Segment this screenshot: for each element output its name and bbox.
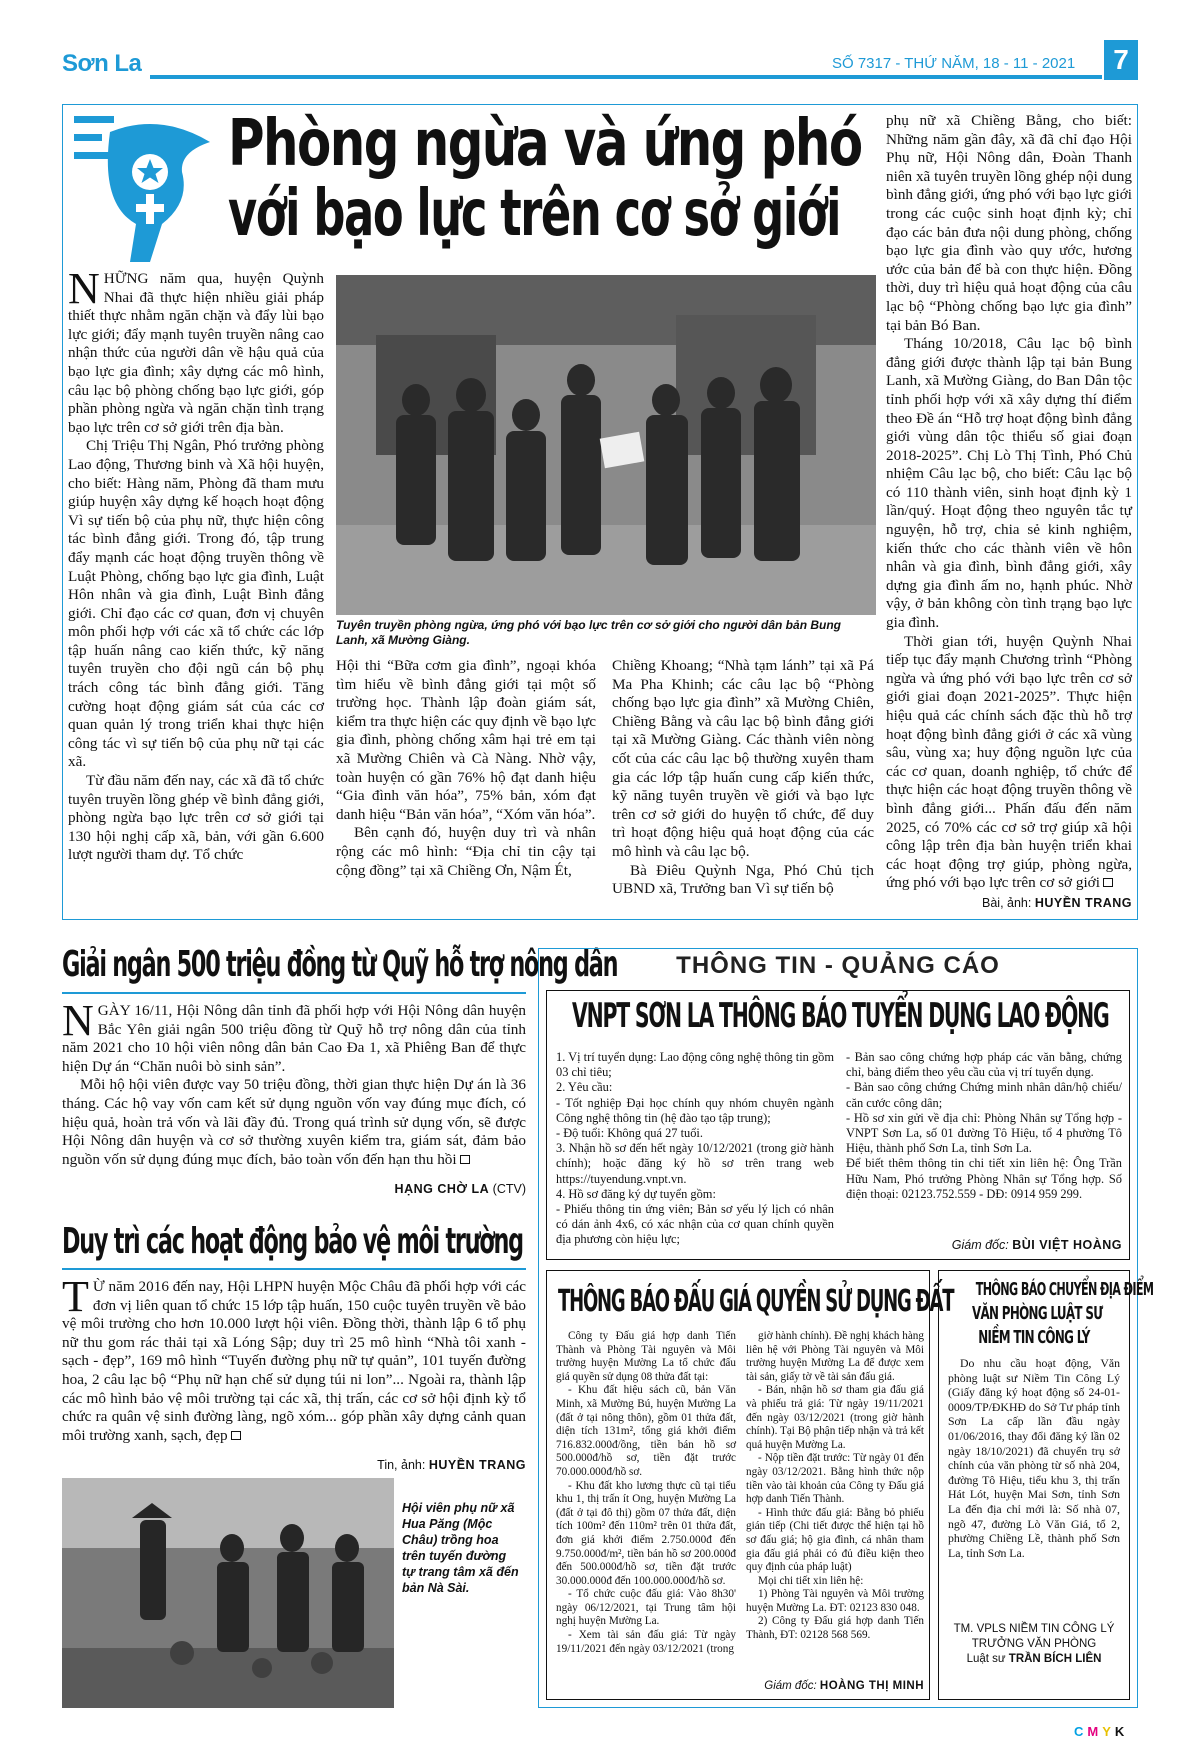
article2-title-rule — [62, 992, 526, 994]
article3-title-rule — [62, 1268, 526, 1270]
article2-body: NGÀY 16/11, Hội Nông dân tỉnh đã phối hợp với Hội Nông dân huyện Bắc Yên giải ngân 500 triệu đồng từ Quỹ hỗ trợ nông dân của tỉnh năm 2021 cho 10 hội viên nông dân bản Cao Đa 1, xã Phiêng Ban để thực hiện Dự án “Chăn nuôi bò sinh sản”. Mỗi hộ hội viên được vay 50 triệu đồng, thời gian thực hiện Dự án là 36 tháng. Các hộ vay vốn cam kết sử dụng nguồn vốn vay đúng mục đích, có hiệu quả, hoàn trả vốn và lãi đầy đủ. Trong quá trình sử dụng vốn, sẽ được Hội Nông dân huyện và cơ sở thường xuyên kiểm tra, giám sát, đảm bảo nguồn vốn sử dụng đúng mục đích, bảo toàn vốn đến hạn thu hồi — [62, 996, 526, 1168]
main-article-col2: Hội thi “Bữa cơm gia đình”, ngoại khóa tìm hiểu về bình đẳng giới tại một số trường học. Thành lập đoàn giám sát, kiểm tra thực hiện các quy định về bạo lực gia đình, phòng chống xâm hại trẻ em tại xã Mường Chiên và Cà Nàng. Nhờ vậy, toàn huyện có gần 76% hộ đạt danh hiệu “Gia đình văn hóa”, 75% bản, xóm đạt danh hiệu “Bản văn hóa”, “Xóm văn hóa”. Bên cạnh đó, huyện duy trì và nhân rộng các mô hình: “Địa chỉ tin cậy tại cộng đồng” tại xã Chiềng Ơn, Nậm Ét, — [336, 657, 596, 879]
main-article-title-line2: với bạo lực trên cơ sở giới — [228, 177, 841, 251]
vnpt-ad-left: 1. Vị trí tuyển dụng: Lao động công nghệ thông tin gồm 03 chỉ tiêu; 2. Yêu cầu: - Tốt nghiệp Đại học chính quy nhóm chuyên ngành Công nghệ thông tin (hệ đào tạo tập trung); - Độ tuổi: Không quá 27 tuổi. 3. Nhận hồ sơ đến hết ngày 10/12/2021 (trong giờ hành chính); hoặc đăng ký hồ sơ trên trang web https://tuyendung.vnpt.vn. 4. Hồ sơ đăng ký dự tuyển gồm: - Phiếu thông tin ứng viên; Bản sơ yếu lý lịch có nhân có dán ảnh 4x6, có xác nhận của cơ quan chính quyền địa phương còn hiệu lực; — [556, 1050, 834, 1247]
auction-ad-title: THÔNG BÁO ĐẤU GIÁ QUYỀN SỬ DỤNG ĐẤT — [558, 1284, 954, 1319]
vnpt-ad-signer: Giám đốc: BÙI VIỆT HOÀNG — [951, 1238, 1122, 1252]
main-article-col1: NHỮNG năm qua, huyện Quỳnh Nhai đã thực hiện nhiều giải pháp thiết thực nhằm ngăn chặn và đẩy lùi bạo lực giới; đẩy mạnh tuyên truyền nâng cao nhận thức của người dân về hậu quả của bạo lực gia đình; xây dựng các mô hình, câu lạc bộ phòng chống bạo lực giới, góp phần phòng ngừa và ngăn chặn tình trạng bạo lực trên cơ sở giới trên địa bàn. Chị Triệu Thị Ngân, Phó trưởng phòng Lao động, Thương binh và Xã hội huyện, cho biết: Hàng năm, Phòng đã tham mưu giúp huyện xây dựng kế hoạch hoạt động Vì sự tiến bộ của phụ nữ, thực hiện công tác bình đẳng giới. Trong đó, tập trung đẩy mạnh các hoạt động truyền thông về Luật Phòng, chống bạo lực gia đình, Luật Hôn nhân và gia đình, Luật Bình đẳng giới. Chỉ đạo các cơ quan, đơn vị chuyên môn phối hợp với các xã tổ chức các lớp tập huấn nâng cao kiến thức, kỹ năng tuyên truyền cho đội ngũ cán bộ phụ trách công tác bình đẳng giới. Tăng cường hoạt động giám sát của các cơ quan quản lý trong triển khai thực hiện công tác vì sự tiến bộ của phụ nữ tại các xã. Từ đầu năm đến nay, các xã đã tổ chức tuyên truyền lồng ghép về bình đẳng giới, phòng ngừa bạo lực trên cơ sở giới tại 130 hội nghị cấp xã, bản, với gần 6.600 lượt người tham dự. Tổ chức — [68, 264, 324, 864]
gender-equality-logo-icon — [70, 112, 220, 262]
lawfirm-ad-title: THÔNG BÁO CHUYỂN ĐỊA ĐIỂM VĂN PHÒNG LUẬT SƯ NIỀM TIN CÔNG LÝ — [971, 1279, 1154, 1348]
header-rule — [150, 75, 1102, 79]
issue-info: SỐ 7317 - THỨ NĂM, 18 - 11 - 2021 — [832, 55, 1076, 72]
article3-photo-caption: Hội viên phụ nữ xã Hua Păng (Mộc Châu) trồng hoa trên tuyến đường tự trang tâm xã đến bản Nà Sài. — [402, 1501, 519, 1595]
article2-byline: HẠNG CHỜ LA (CTV) — [394, 1182, 526, 1196]
vnpt-ad-right: - Bản sao công chứng hợp pháp các văn bằng, chứng chỉ, bảng điểm theo yêu cầu của vị trí tuyển dụng. - Bản sao công chứng Chứng minh nhân dân/hộ chiếu/ căn cước công dân; - Hồ sơ xin gửi về địa chỉ: Phòng Nhân sự Tổng hợp - VNPT Sơn La, số 01 đường Tô Hiệu, tổ 4 phường Tô Hiệu, thành phố Sơn La, tỉnh Sơn La. Để biết thêm thông tin chi tiết xin liên hệ: Ông Trần Hữu Nam, Phó trưởng Phòng Nhân sự Tổng hợp. Số điện thoại: 02123.752.559 - DĐ: 0914 959 299. — [846, 1050, 1122, 1201]
article3-byline: Tin, ảnh: HUYỀN TRANG — [377, 1458, 526, 1472]
auction-ad-signer: Giám đốc: HOÀNG THỊ MINH — [764, 1680, 924, 1692]
main-article-title-line1: Phòng ngừa và ứng phó — [228, 107, 862, 181]
cmyk-marker: CMYK — [1074, 1724, 1129, 1739]
auction-ad-right: giờ hành chính). Đề nghị khách hàng liên hệ với Phòng Tài nguyên và Môi trường huyện Mường La để được xem tài sản, giấy tờ về tài sản đấu giá. - Bán, nhận hồ sơ tham gia đấu giá và phiếu trả giá: Từ ngày 19/11/2021 đến ngày 03/12/2021 (trong giờ hành chính). Tại Bộ phận tiếp nhận và trả kết quả huyện Mường La. - Nộp tiền đặt trước: Từ ngày 01 đến ngày 03/12/2021. Bằng hình thức nộp tiền vào tài khoản của Công ty Đấu giá hợp danh Tiến Thành. - Hình thức đấu giá: Bằng bỏ phiếu gián tiếp (Chi tiết được thể hiện tại hồ sơ đấu giá; hộ gia đình, cá nhân tham gia đấu giá phải có đủ điều kiện theo quy định của pháp luật) Mọi chi tiết xin liên hệ: 1) Phòng Tài nguyên và Môi trường huyện Mường La. ĐT: 02123 830 048. 2) Công ty Đấu giá hợp danh Tiến Thành, ĐT: 02128 568 569. — [746, 1330, 924, 1642]
article3-body: T Ừ năm 2016 đến nay, Hội LHPN huyện Mộc Châu đã phối hợp với các đơn vị liên quan tổ chức 15 lớp tập huấn, 150 cuộc tuyên truyền về bảo vệ môi trường cho hơn 10.000 lượt hội viên. Đồng thời, thành lập 6 tổ phụ nữ thu gom rác thải tại xã Lóng Sập; duy trì 25 mô hình “Nhà tôi xanh - sạch - đẹp”, 169 mô hình “Tuyến đường phụ nữ tự quản”, 101 tuyến đường hoa, 2 câu lạc bộ “Phụ nữ hạn chế sử dụng túi ni lon”... Ngoài ra, thành lập các mô hình bảo vệ môi trường tại các xã, thị trấn, các cơ sở hội định kỳ tổ chức ra quân vệ sinh đường làng, ngõ xóm... góp phần xây dựng cảnh quan môi trường xanh, sạch, đẹp — [62, 1272, 526, 1444]
article3-title: Duy trì các hoạt động bảo vệ môi trường — [62, 1221, 523, 1262]
main-article-col4: phụ nữ xã Chiềng Bằng, cho biết: Những năm gần đây, xã đã chỉ đạo Hội Phụ nữ, Hội Nông dân, Đoàn Thanh niên xã tuyên truyền lồng ghép nội dung bình đẳng giới, ứng phó với bạo lực giới trong các cuộc sinh hoạt định kỳ; chỉ đạo các bản đưa nội dung phòng, chống bạo lực gia đình vào quy ước, hương ước của bản để bà con thực hiện. Đồng thời, duy trì hiệu quả hoạt động của câu lạc bộ “Phòng chống bạo lực gia đình” tại bản Bó Ban. Tháng 10/2018, Câu lạc bộ bình đẳng giới được thành lập tại bản Bung Lanh, xã Mường Giàng, do Ban Dân tộc tỉnh phối hợp với xã xây dựng thí điểm theo Đề án “Hỗ trợ hoạt động bình đẳng giới vùng dân tộc thiểu số giai đoạn 2018-2025”. Chị Lò Thị Tình, Phó Chủ nhiệm Câu lạc bộ, cho biết: Câu lạc bộ có 110 thành viên, sinh hoạt định kỳ 1 lần/quý. Hoạt động theo nguyên tắc tự nguyện, hỗ trợ, chia sẻ kinh nghiệm, kiến thức cho các thành viên về hôn nhân và gia đình, bình đẳng giới, xây dựng gia đình ấm no, hạnh phúc. Nhờ vậy, ở bản không còn tình trạng bạo lực gia đình. Thời gian tới, huyện Quỳnh Nhai tiếp tục đẩy mạnh Chương trình “Phòng ngừa và ứng phó với bạo lực trên cơ sở giới giai đoạn 2021-2025”. Thực hiện hiệu quả các chính sách đặc thù hỗ trợ hoạt động bình đẳng giới ở các xã vùng sâu, vùng xa; huy động nguồn lực của các cơ quan, doanh nghiệp, tổ chức để thực hiện các hoạt động truyền thông về bình đẳng giới... Phấn đấu đến năm 2025, có 70% các cơ sở trợ giúp xã hội công lập trên địa bàn huyện triển khai các hoạt động trợ giúp, phòng ngừa, ứng phó với bạo lực trên cơ sở giới — [886, 112, 1132, 892]
article2-title: Giải ngân 500 triệu đồng từ Quỹ hỗ trợ nông dân — [62, 944, 618, 985]
lawfirm-ad-body: Do nhu cầu hoạt động, Văn phòng luật sư Niềm Tin Công Lý (Giấy đăng ký hoạt động số 24-01-0009/TP/ĐKHĐ do Sở Tư pháp tỉnh Sơn La cấp lần đầu ngày 01/06/2016, thay đổi đăng ký lần 02 ngày 18/10/2021) đã chuyển trụ sở chính của văn phòng từ số nhà 204, đường Tô Hiệu, tiểu khu 3, thị trấn Hát Lót, huyện Mai Sơn, tỉnh Sơn La đến địa chỉ mới là: Số nhà 07, ngõ 47, đường Lò Văn Giá, tổ 2, phường Chiềng Lề, thành phố Sơn La, tỉnh Sơn La. — [948, 1356, 1121, 1560]
article3-drop-cap: T — [62, 1272, 89, 1321]
end-mark-icon — [460, 1155, 470, 1164]
article2-drop-cap: N — [62, 996, 94, 1045]
main-photo-caption: Tuyên truyền phòng ngừa, ứng phó với bạo lực trên cơ sở giới cho người dân bản Bung Lanh, xã Mường Giàng. — [336, 618, 842, 647]
main-article-col3: Chiềng Khoang; “Nhà tạm lánh” tại xã Pá Ma Pha Khinh; các câu lạc bộ “Phòng chống bạo lực gia đình” xã Mường Chiên, Chiềng Bằng và câu lạc bộ bình đẳng giới tại xã Mường Giàng. Các thành viên nòng cốt của các câu lạc bộ thường xuyên tham gia các lớp tập huấn cung cấp kiến thức, kỹ năng tuyên truyền về giới và bạo lực trên cơ sở giới do huyện tổ chức, để duy trì hoạt động hiệu quả hoạt động của các mô hình và câu lạc bộ. Bà Điêu Quỳnh Nga, Phó Chủ tịch UBND xã, Trưởng ban Vì sự tiến bộ — [612, 657, 874, 898]
end-mark-icon — [231, 1431, 241, 1440]
main-article-photo — [336, 275, 876, 615]
lawfirm-ad-signature: TM. VPLS NIỀM TIN CÔNG LÝ TRƯỞNG VĂN PHÒNG Luật sư TRẦN BÍCH LIÊN — [953, 1623, 1115, 1665]
vnpt-ad-title: VNPT SƠN LA THÔNG BÁO TUYỂN DỤNG LAO ĐỘNG — [572, 996, 1109, 1036]
auction-ad-left: Công ty Đấu giá hợp danh Tiến Thành và Phòng Tài nguyên và Môi trường huyện Mường La tổ chức đấu giá quyền sử dụng 08 thửa đất tại: - Khu đất hiệu sách cũ, bản Văn Minh, xã Mường Bú, huyện Mường La (đất ở tại nông thôn), gồm 01 thửa đất, diện tích 131m², tổng giá khởi điểm 716.832.000đ/ồng, tiền bán hồ sơ 500.000đ/hồ sơ, tiền đặt trước 70.000.000đ/hồ sơ. - Khu đất kho lương thực cũ tại tiểu khu 1, thị trấn ít Ong, huyện Mường La (đất ở tại đô thị) gồm 07 thửa đất, diện tích 100m² đến 110m² trên 01 thửa đất, đơn giá khởi điểm 2.750.000đ đến 9.750.000đ/m², tiền bán hồ sơ 200.000đ đến 500.000đ/hồ sơ, tiền đặt trước 30.000.000đ đến 100.000.000đ/hồ sơ. - Tổ chức cuộc đấu giá: Vào 8h30' ngày 06/12/2021, tại Trung tâm hội nghị huyện Mường La. - Xem tài sản đấu giá: Từ ngày 19/11/2021 đến ngày 03/12/2021 (trong — [556, 1330, 736, 1655]
section-name: Sơn La — [62, 50, 142, 77]
end-mark-icon — [1103, 878, 1113, 887]
ads-section-title: THÔNG TIN - QUẢNG CÁO — [676, 952, 1000, 979]
main-article-byline: Bài, ảnh: HUYỀN TRANG — [982, 896, 1132, 910]
article3-photo — [62, 1478, 394, 1708]
page-number: 7 — [1104, 40, 1138, 80]
drop-cap: N — [68, 264, 100, 313]
